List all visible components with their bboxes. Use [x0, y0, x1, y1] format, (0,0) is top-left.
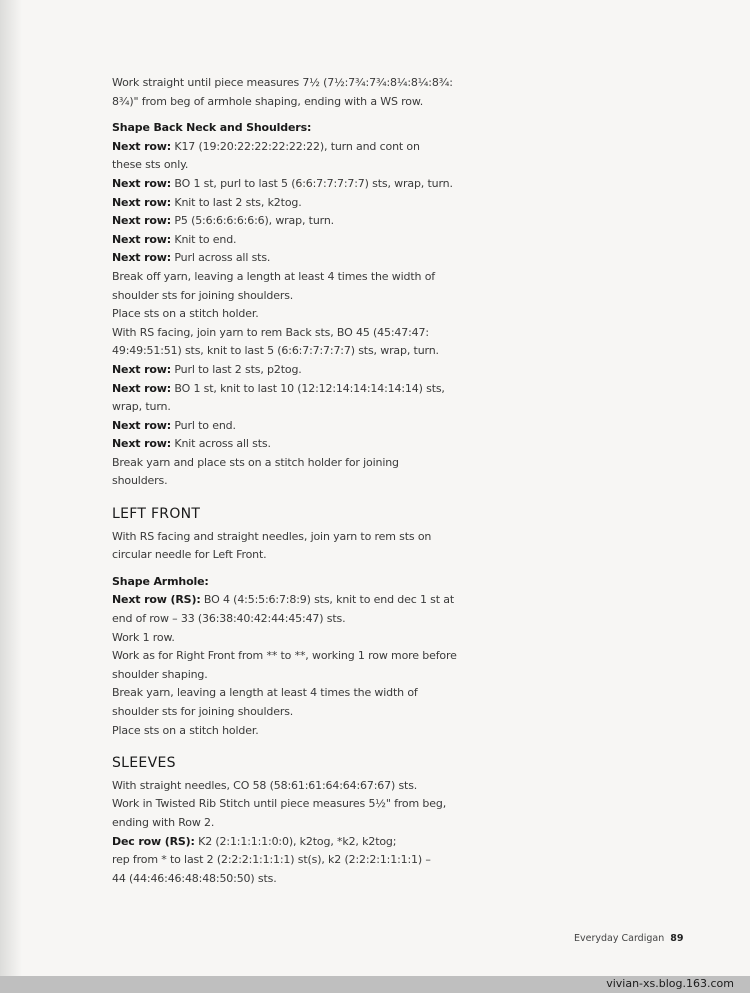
instruction-line: Place sts on a stitch holder. [112, 307, 259, 321]
page-edge-shadow [0, 0, 22, 993]
instruction-line: With RS facing and straight needles, join yarn to rem sts on [112, 529, 432, 543]
instruction-line: shoulder sts for joining shoulders. [112, 288, 294, 302]
instruction-line: rep from * to last 2 (2:2:2:1:1:1:1) st(s), k2 (2:2:2:1:1:1:1) – [112, 853, 431, 867]
paragraph-line: 8¾)" from beg of armhole shaping, ending with a WS row. [112, 94, 424, 108]
footer-title: Everyday Cardigan [574, 933, 665, 944]
page-footer [574, 933, 683, 944]
instruction-line: Next row (RS): BO 4 (4:5:5:6:7:8:9) sts, knit to end dec 1 st at [112, 593, 455, 607]
watermark-text: vivian-xs.blog.163.com [606, 977, 734, 990]
instruction-line: With straight needles, CO 58 (58:61:61:64:64:67:67) sts. [112, 778, 418, 792]
instruction-line: ending with Row 2. [112, 815, 215, 829]
instruction-line: circular needle for Left Front. [112, 548, 267, 562]
instruction-line: Next row: Purl to end. [112, 418, 236, 432]
instruction-line: Next row: Purl across all sts. [112, 251, 271, 265]
section-title-left-front: LEFT FRONT [112, 506, 201, 523]
instruction-line: Next row: BO 1 st, purl to last 5 (6:6:7:7:7:7:7) sts, wrap, turn. [112, 176, 453, 190]
instruction-line: Work in Twisted Rib Stitch until piece measures 5½" from beg, [112, 797, 447, 811]
instruction-line: Dec row (RS): K2 (2:1:1:1:1:0:0), k2tog, *k2, k2tog; [112, 834, 397, 848]
instruction-line: end of row – 33 (36:38:40:42:44:45:47) sts. [112, 612, 346, 626]
instruction-line: Next row: P5 (5:6:6:6:6:6:6), wrap, turn. [112, 214, 334, 228]
instruction-line: Break yarn and place sts on a stitch holder for joining [112, 455, 399, 469]
instruction-line: With RS facing, join yarn to rem Back sts, BO 45 (45:47:47: [112, 325, 429, 339]
instruction-line: Place sts on a stitch holder. [112, 723, 259, 737]
instruction-line: Next row: Knit across all sts. [112, 437, 271, 451]
instruction-line: Next row: Purl to last 2 sts, p2tog. [112, 362, 302, 376]
instruction-line: Work 1 row. [112, 630, 175, 644]
instruction-line: 44 (44:46:46:48:48:50:50) sts. [112, 871, 277, 885]
instruction-line: Break yarn, leaving a length at least 4 times the width of [112, 686, 418, 700]
instruction-line: wrap, turn. [112, 400, 171, 414]
subheading-back-neck: Shape Back Neck and Shoulders: [112, 121, 312, 135]
instruction-line: shoulder shaping. [112, 667, 208, 681]
instruction-line: 49:49:51:51) sts, knit to last 5 (6:6:7:7:7:7:7) sts, wrap, turn. [112, 344, 439, 358]
instruction-line: these sts only. [112, 158, 189, 172]
paragraph-line: Work straight until piece measures 7½ (7½:7¾:7¾:8¼:8¼:8¾: [112, 76, 453, 89]
page-number: 89 [670, 933, 684, 944]
subheading-shape-armhole: Shape Armhole: [112, 574, 209, 588]
section-title-sleeves: SLEEVES [112, 755, 176, 772]
instruction-line: Break off yarn, leaving a length at least 4 times the width of [112, 269, 435, 283]
instruction-line: shoulder sts for joining shoulders. [112, 705, 294, 718]
instruction-line: shoulders. [112, 474, 168, 488]
instruction-line: Next row: K17 (19:20:22:22:22:22:22), turn and cont on [112, 139, 420, 153]
instruction-line: Next row: BO 1 st, knit to last 10 (12:12:14:14:14:14:14) sts, [112, 381, 445, 395]
watermark-bar [0, 976, 750, 993]
pattern-text [112, 74, 482, 888]
instruction-line: Work as for Right Front from ** to **, working 1 row more before [112, 649, 457, 663]
instruction-line: Next row: Knit to last 2 sts, k2tog. [112, 195, 302, 209]
instruction-line: Next row: Knit to end. [112, 232, 237, 246]
